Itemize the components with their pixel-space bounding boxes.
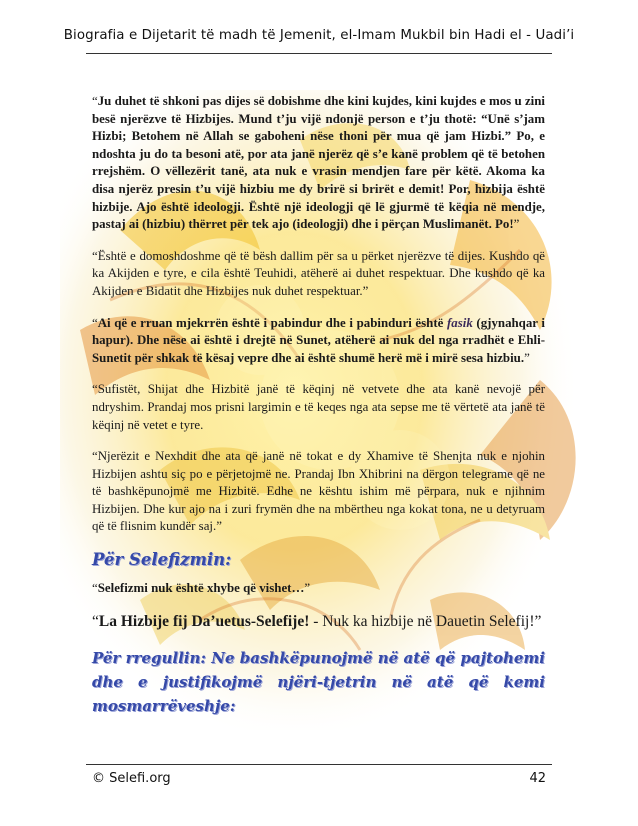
quote-la-hizbije <box>92 612 545 632</box>
bold-quote-text-continued: (gjynahqar i hapur). Dhe nëse ai është i drejtë në Sunet, atëherë ai nuk del nga rradhët e Ehli-Sunetit për shkak të kësaj vepre dhe ai është shumë herë më i mirë sesa hizbiu. <box>92 315 546 365</box>
footer-site: © Selefi.org <box>92 771 171 786</box>
fasik-term: fasik <box>446 315 473 330</box>
bold-quote-text: Selefizmi nuk është xhybe që vishet… <box>97 581 305 596</box>
quote-close: ” <box>524 350 530 365</box>
paragraph-hizbije-warning <box>92 93 545 234</box>
quote-open: “ <box>92 315 98 330</box>
section-heading-selefizmi: Për Selefizmin: <box>92 550 232 570</box>
bold-arabic-phrase: La Hizbije fij Da’uetus-Selefije! <box>98 612 310 630</box>
page-body <box>92 93 545 728</box>
quote-close: ” <box>304 581 311 596</box>
paragraph-sufistet: “Sufistët, Shijat dhe Hizbitë janë të këqinj në vetvete dhe ata kanë nevojë për ndryshim. Prandaj mos prisni largimin e të keqes nga ata sepse me të vërtetë ata janë të këqinj në vetet e tyre. <box>92 382 545 432</box>
paragraph-akijde: “Është e domoshdoshme që të bësh dallim për sa u përket njerëzve të dijes. Kushdo që ka Akijden e tyre, e cila është Teuhidi, atëherë ai duhet respektuar. Dhe kushdo që ka Akijden e Bidatit dhe Hizbijes nuk duhet respektuar.” <box>92 248 545 298</box>
quote-open: “ <box>92 612 99 630</box>
paragraph-mjekrra <box>92 315 545 368</box>
running-header: Biografia e Dijetarit të madh të Jemenit, el-Imam Mukbil bin Hadi el - Uadi’i <box>63 28 575 43</box>
bold-quote-text: Ju duhet të shkoni pas dijes së dobishme dhe kini kujdes, kini kujdes e mos u zini besë njerëzve të Hizbijes. Mund t’ju vijë ndonjë person e t’ju thotë: “Unë s’jam Hizbi; Betohem në Allah se gaboheni nëse thoni për mua që jam Hizbi.” Po, e ndoshta ju do ta besoni atë, por ata janë njerëz që s’e kanë problem që të betohen rrejshëm. O vëllezërit tanë, ata nuk e vrasin mendjen fare për këtë. Akoma ka disa njerëz presin t’u vijë hizbiu me dy brirë si brirët e demit! Por, hizbija është hizbije. Ajo është ideologji. Është një ideologji që lë gjurmë të këqia në mendje, pastaj ai (hizbiu) thërret për tek ajo (ideologji) dhe i përçan Muslimanët. Po! <box>92 94 545 232</box>
quote-close: ” <box>513 217 520 232</box>
section-heading-rregullin: Për rregullin: Ne bashkëpunojmë në atë që pajtohemi dhe e justifikojmë njëri-tjetrin në atë që kemi mosmarrëveshje: <box>92 648 545 715</box>
paragraph-nexhdi: “Njerëzit e Nexhdit dhe ata që janë në tokat e dy Xhamive të Shenjta nuk e njohin Hizbijen ashtu siç po e përjetojmë ne. Prandaj Ibn Xhibrini na dërgon telegrame që ne të bashkëpunojmë me Hizbitë. Edhe ne kështu ishim më përpara, nuk e njihnim Hizbijen. Dhe kur ajo na i zuri frymën dhe na mbërtheu nga kokat tona, ne u detyruam që të flisnim kundër saj.” <box>92 449 545 534</box>
quote-open: “ <box>92 581 98 596</box>
quote-selefizmi <box>92 580 545 598</box>
bold-quote-text: Ai që e rruan mjekrrën është i pabindur dhe i pabinduri është <box>97 315 447 330</box>
quote-open: “ <box>92 94 98 108</box>
phrase-translation: - Nuk ka hizbije në Dauetin Selefij!” <box>309 612 542 630</box>
header-rule <box>86 53 552 54</box>
page-number: 42 <box>529 771 546 786</box>
footer-rule <box>86 764 552 765</box>
